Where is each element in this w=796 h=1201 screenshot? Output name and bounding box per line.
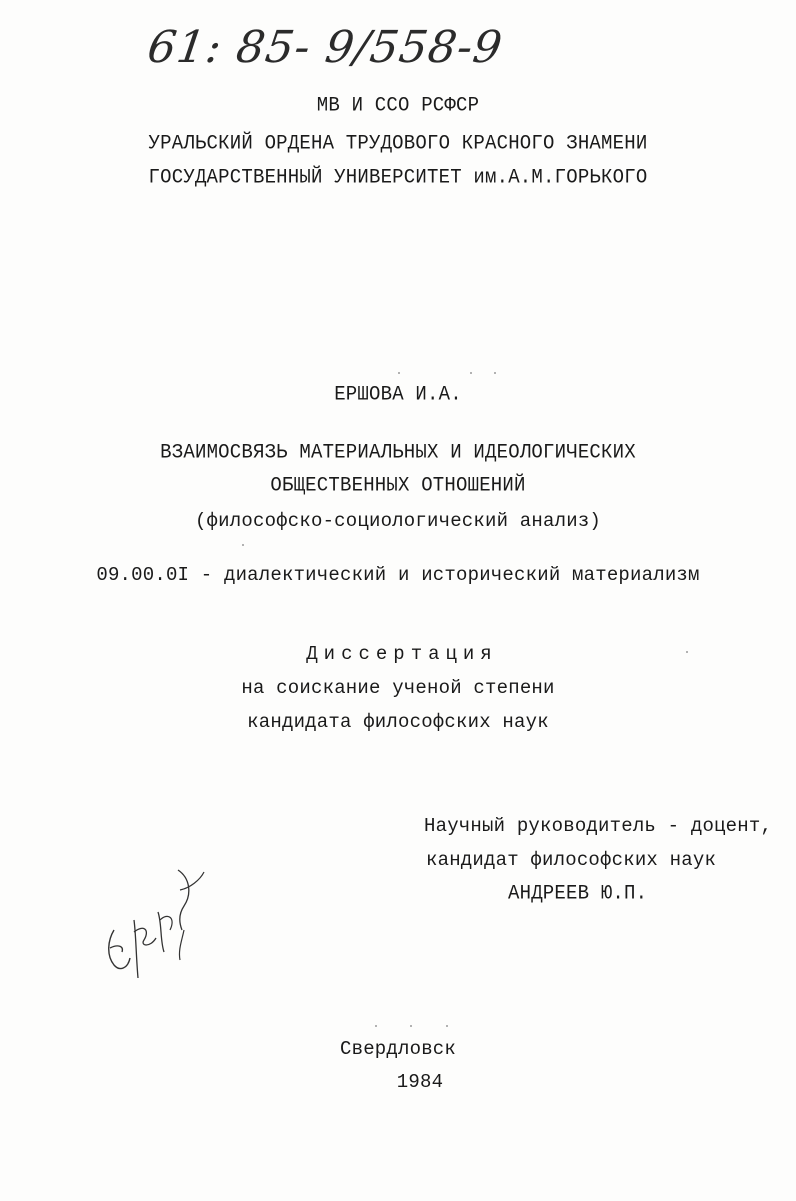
scan-speck: [242, 544, 244, 546]
degree-line-2: кандидата философских наук: [247, 711, 549, 733]
scan-speck: [686, 651, 688, 653]
city: Свердловск: [339, 1038, 457, 1060]
author-name: ЕРШОВА И.А.: [334, 382, 462, 406]
scan-speck: [410, 1025, 412, 1027]
scan-speck: [470, 372, 472, 374]
title-line-1: ВЗАИМОСВЯЗЬ МАТЕРИАЛЬНЫХ И ИДЕОЛОГИЧЕСКИХ: [160, 440, 636, 464]
supervisor-line-2: кандидат философских наук: [426, 849, 717, 871]
handwritten-signature: [100, 860, 210, 985]
supervisor-line-1: Научный руководитель - доцент,: [424, 815, 773, 837]
scan-speck: [494, 372, 496, 374]
title-line-2: ОБЩЕСТВЕННЫХ ОТНОШЕНИЙ: [270, 473, 526, 497]
scan-speck: [398, 372, 400, 374]
supervisor-name: АНДРЕЕВ Ю.П.: [508, 881, 648, 905]
handwritten-catalog-number: 61: 85- 9/558-9: [144, 22, 506, 73]
scan-speck: [375, 1025, 377, 1027]
year: 1984: [396, 1071, 444, 1093]
university-line-1: УРАЛЬСКИЙ ОРДЕНА ТРУДОВОГО КРАСНОГО ЗНАМЕНИ: [148, 131, 648, 155]
specialty-code: 09.00.0I - диалектический и исторический материализм: [96, 564, 700, 586]
ministry-line: МВ И ССО РСФСР: [316, 93, 480, 117]
degree-line-1: на соискание ученой степени: [241, 677, 555, 699]
university-line-2: ГОСУДАРСТВЕННЫЙ УНИВЕРСИТЕТ им.А.М.ГОРЬКОГО: [148, 165, 648, 189]
title-subtitle: (философско-социологический анализ): [194, 510, 602, 532]
dissertation-label: Диссертация: [306, 643, 498, 665]
scan-speck: [446, 1025, 448, 1027]
